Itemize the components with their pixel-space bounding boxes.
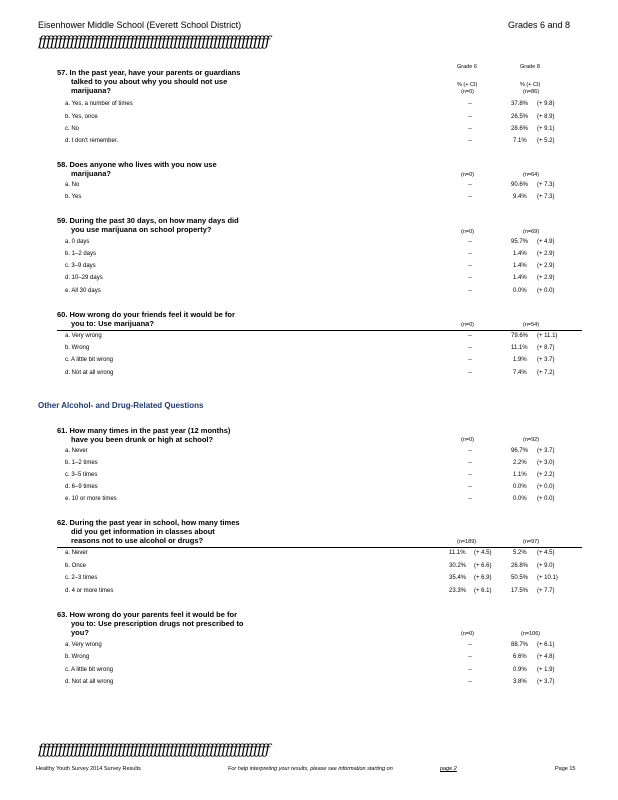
question-text: 60. How wrong do your friends feel it would be for bbox=[57, 310, 235, 319]
grade8-value: 1.1% bbox=[513, 472, 527, 478]
grade6-value: 23.3% bbox=[449, 588, 467, 594]
divider bbox=[57, 330, 582, 331]
grade6-value: -- bbox=[468, 114, 472, 120]
grade6-value: -- bbox=[468, 138, 472, 144]
answer-option: d. 6–9 times bbox=[65, 484, 98, 490]
grade6-ci: (+ 6.6) bbox=[474, 563, 492, 569]
n-grade6: (n=0) bbox=[461, 172, 474, 178]
n-grade8: (n=97) bbox=[523, 539, 540, 545]
answer-option: a. 0 days bbox=[65, 239, 90, 245]
grade8-ci: (+ 11.1) bbox=[537, 333, 558, 339]
grade8-ci: (+ 5.2) bbox=[537, 138, 555, 144]
grade8-ci: (+ 8.9) bbox=[537, 114, 555, 120]
grade8-value: 6.6% bbox=[513, 654, 527, 660]
grade8-value: 0.0% bbox=[513, 288, 527, 294]
grade8-value: 26.5% bbox=[511, 114, 529, 120]
grade6-value: -- bbox=[468, 126, 472, 132]
question-text: 59. During the past 30 days, on how many days did bbox=[57, 216, 239, 225]
n-grade8: (n=54) bbox=[523, 322, 540, 328]
answer-option: d. 10–29 days bbox=[65, 275, 103, 281]
grade8-ci: (+ 6.1) bbox=[537, 642, 555, 648]
question-text: did you get information in classes about bbox=[71, 527, 215, 536]
grade8-value: 50.5% bbox=[511, 575, 529, 581]
answer-option: b. Once bbox=[65, 563, 87, 569]
answer-option: a. No bbox=[65, 182, 80, 188]
grade8-ci: (+ 0.0) bbox=[537, 288, 555, 294]
n-grade6: (n=0) bbox=[461, 229, 474, 235]
grade6-value: -- bbox=[468, 251, 472, 257]
n-grade8: (n=106) bbox=[521, 631, 541, 637]
answer-option: b. Yes, once bbox=[65, 114, 98, 120]
grade6-value: -- bbox=[468, 275, 472, 281]
answer-option: b. 1–2 times bbox=[65, 460, 98, 466]
question-text: have you been drunk or high at school? bbox=[71, 435, 214, 444]
grade8-ci: (+ 2.9) bbox=[537, 251, 555, 257]
answer-option: e. 10 or more times bbox=[65, 496, 117, 502]
grade6-value: -- bbox=[468, 484, 472, 490]
answer-option: b. 1–2 days bbox=[65, 251, 97, 257]
answer-option: a. Never bbox=[65, 550, 88, 556]
grade8-value: 96.7% bbox=[511, 448, 529, 454]
n-grade8: (n=86) bbox=[523, 89, 540, 95]
n-grade6: (n=0) bbox=[461, 322, 474, 328]
grade8-ci: (+ 3.0) bbox=[537, 460, 555, 466]
grade6-column-header: Grade 6 bbox=[457, 64, 477, 70]
answer-option: c. No bbox=[65, 126, 80, 132]
question-text: 61. How many times in the past year (12 months) bbox=[57, 426, 231, 435]
grade8-ci: (+ 9.8) bbox=[537, 101, 555, 107]
grade6-ci: (+ 6.1) bbox=[474, 588, 492, 594]
grade8-ci: (+ 7.7) bbox=[537, 588, 555, 594]
grade6-value: -- bbox=[468, 448, 472, 454]
divider bbox=[57, 547, 582, 548]
grade6-value: -- bbox=[468, 642, 472, 648]
n-grade6: (n=0) bbox=[461, 437, 474, 443]
answer-option: e. All 30 days bbox=[65, 288, 101, 294]
grade8-value: 7.1% bbox=[513, 138, 527, 144]
grade8-column-header: Grade 8 bbox=[520, 64, 540, 70]
answer-option: b. Wrong bbox=[65, 654, 90, 660]
answer-option: a. Yes, a number of times bbox=[65, 101, 133, 107]
page-2-link[interactable]: page 2 bbox=[440, 766, 457, 772]
grade6-value: -- bbox=[468, 194, 472, 200]
grade8-value: 37.8% bbox=[511, 101, 529, 107]
grade6-value: -- bbox=[468, 472, 472, 478]
question-text: you to: Use marijuana? bbox=[71, 319, 154, 328]
grades-label: Grades 6 and 8 bbox=[508, 20, 571, 30]
grade8-value: 28.6% bbox=[511, 126, 529, 132]
answer-option: d. Not at all wrong bbox=[65, 679, 114, 685]
grade6-value: -- bbox=[468, 239, 472, 245]
grade8-value: 79.6% bbox=[511, 333, 529, 339]
grade8-value: 7.4% bbox=[513, 370, 527, 376]
question-text: 63. How wrong do your parents feel it would be for bbox=[57, 610, 238, 619]
answer-option: d. 4 or more times bbox=[65, 588, 114, 594]
answer-option: c. 3–5 times bbox=[65, 472, 98, 478]
answer-option: a. Never bbox=[65, 448, 88, 454]
grade8-ci: (+ 3.7) bbox=[537, 679, 555, 685]
question-text: reasons not to use alcohol or drugs? bbox=[71, 536, 204, 545]
school-name: Eisenhower Middle School (Everett School District) bbox=[38, 20, 242, 30]
grade6-value: -- bbox=[468, 496, 472, 502]
answer-option: c. A little bit wrong bbox=[65, 357, 114, 363]
grade8-ci: (+ 7.3) bbox=[537, 182, 555, 188]
answer-option: c. 3–9 days bbox=[65, 263, 96, 269]
grade6-value: -- bbox=[468, 370, 472, 376]
question-text: 57. In the past year, have your parents or guardians bbox=[57, 68, 241, 77]
grade8-value: 95.7% bbox=[511, 239, 529, 245]
grade8-value: 5.2% bbox=[513, 550, 527, 556]
grade8-ci: (+ 10.1) bbox=[537, 575, 558, 581]
grade6-value: -- bbox=[468, 679, 472, 685]
grade8-value: 88.7% bbox=[511, 642, 529, 648]
grade8-value: 9.4% bbox=[513, 194, 527, 200]
page-number: Page 15 bbox=[555, 766, 576, 772]
grade8-ci: (+ 9.0) bbox=[537, 563, 555, 569]
grade8-value: 90.6% bbox=[511, 182, 529, 188]
grade6-value: 35.4% bbox=[449, 575, 467, 581]
grade8-ci: (+ 3.7) bbox=[537, 448, 555, 454]
grade8-value: 0.0% bbox=[513, 496, 527, 502]
grade8-value: 3.8% bbox=[513, 679, 527, 685]
grade6-value: -- bbox=[468, 654, 472, 660]
grade8-ci: (+ 3.7) bbox=[537, 357, 555, 363]
grade8-value: 26.8% bbox=[511, 563, 529, 569]
answer-option: c. A little bit wrong bbox=[65, 667, 114, 673]
grade6-pct-header: % (+ CI) bbox=[457, 82, 478, 88]
grade6-value: -- bbox=[468, 345, 472, 351]
grade6-value: -- bbox=[468, 357, 472, 363]
question-text: you to: Use prescription drugs not prescribed to bbox=[71, 619, 244, 628]
grade8-value: 0.0% bbox=[513, 484, 527, 490]
answer-option: d. Not at all wrong bbox=[65, 370, 114, 376]
grade8-ci: (+ 2.9) bbox=[537, 263, 555, 269]
question-text: you use marijuana on school property? bbox=[71, 225, 212, 234]
n-grade6: (n=0) bbox=[461, 631, 474, 637]
grade8-ci: (+ 1.9) bbox=[537, 667, 555, 673]
grade8-value: 1.4% bbox=[513, 275, 527, 281]
grade6-value: 30.2% bbox=[449, 563, 467, 569]
question-text: 62. During the past year in school, how many times bbox=[57, 518, 240, 527]
answer-option: d. I don't remember. bbox=[65, 138, 119, 144]
grade8-value: 2.2% bbox=[513, 460, 527, 466]
grade8-ci: (+ 0.0) bbox=[537, 484, 555, 490]
grade8-ci: (+ 8.7) bbox=[537, 345, 555, 351]
grade8-value: 1.4% bbox=[513, 263, 527, 269]
n-grade8: (n=69) bbox=[523, 229, 540, 235]
grade6-value: -- bbox=[468, 182, 472, 188]
n-grade8: (n=92) bbox=[523, 437, 540, 443]
grade8-ci: (+ 4.8) bbox=[537, 654, 555, 660]
question-text: marijuana? bbox=[71, 86, 112, 95]
header-decor-line: ƒƒƒƒƒƒƒƒƒƒƒƒƒƒƒƒƒƒƒƒƒƒƒƒƒƒƒƒƒƒƒƒƒƒƒƒƒƒƒƒƒƒƒƒƒƒƒƒƒƒƒƒƒƒƒƒƒƒ bbox=[38, 34, 269, 50]
footer-survey-title: Healthy Youth Survey 2014 Survey Results bbox=[36, 766, 141, 772]
question-text: you? bbox=[71, 628, 89, 637]
question-text: marijuana? bbox=[71, 169, 112, 178]
n-grade6: (n=0) bbox=[461, 89, 474, 95]
answer-option: c. 2–3 times bbox=[65, 575, 98, 581]
grade8-ci: (+ 4.5) bbox=[537, 550, 555, 556]
grade6-ci: (+ 6.9) bbox=[474, 575, 492, 581]
grade6-value: -- bbox=[468, 333, 472, 339]
answer-option: b. Yes bbox=[65, 194, 82, 200]
grade8-ci: (+ 7.2) bbox=[537, 370, 555, 376]
answer-option: a. Very wrong bbox=[65, 333, 102, 339]
grade8-ci: (+ 2.2) bbox=[537, 472, 555, 478]
grade8-ci: (+ 2.9) bbox=[537, 275, 555, 281]
grade8-ci: (+ 9.1) bbox=[537, 126, 555, 132]
answer-option: b. Wrong bbox=[65, 345, 90, 351]
grade8-pct-header: % (+ CI) bbox=[520, 82, 541, 88]
n-grade8: (n=64) bbox=[523, 172, 540, 178]
grade8-value: 0.9% bbox=[513, 667, 527, 673]
question-text: 58. Does anyone who lives with you now use bbox=[57, 160, 217, 169]
grade8-ci: (+ 4.9) bbox=[537, 239, 555, 245]
grade8-value: 1.4% bbox=[513, 251, 527, 257]
grade6-value: -- bbox=[468, 460, 472, 466]
question-text: talked to you about why you should not use bbox=[71, 77, 228, 86]
grade6-value: -- bbox=[468, 101, 472, 107]
answer-option: a. Very wrong bbox=[65, 642, 102, 648]
grade6-value: -- bbox=[468, 667, 472, 673]
grade8-ci: (+ 7.3) bbox=[537, 194, 555, 200]
grade8-value: 17.5% bbox=[511, 588, 529, 594]
grade6-value: 11.1% bbox=[449, 550, 466, 556]
grade8-value: 11.1% bbox=[511, 345, 528, 351]
grade6-value: -- bbox=[468, 263, 472, 269]
section-title: Other Alcohol- and Drug-Related Questions bbox=[38, 401, 204, 410]
grade6-value: -- bbox=[468, 288, 472, 294]
grade8-value: 1.9% bbox=[513, 357, 527, 363]
footer-help-text: For help interpreting your results, please see information starting on bbox=[228, 766, 393, 772]
grade6-ci: (+ 4.5) bbox=[474, 550, 492, 556]
grade8-ci: (+ 0.0) bbox=[537, 496, 555, 502]
n-grade6: (n=189) bbox=[457, 539, 477, 545]
footer-decor-line: ƒƒƒƒƒƒƒƒƒƒƒƒƒƒƒƒƒƒƒƒƒƒƒƒƒƒƒƒƒƒƒƒƒƒƒƒƒƒƒƒƒƒƒƒƒƒƒƒƒƒƒƒƒƒƒƒƒƒ bbox=[38, 742, 269, 758]
